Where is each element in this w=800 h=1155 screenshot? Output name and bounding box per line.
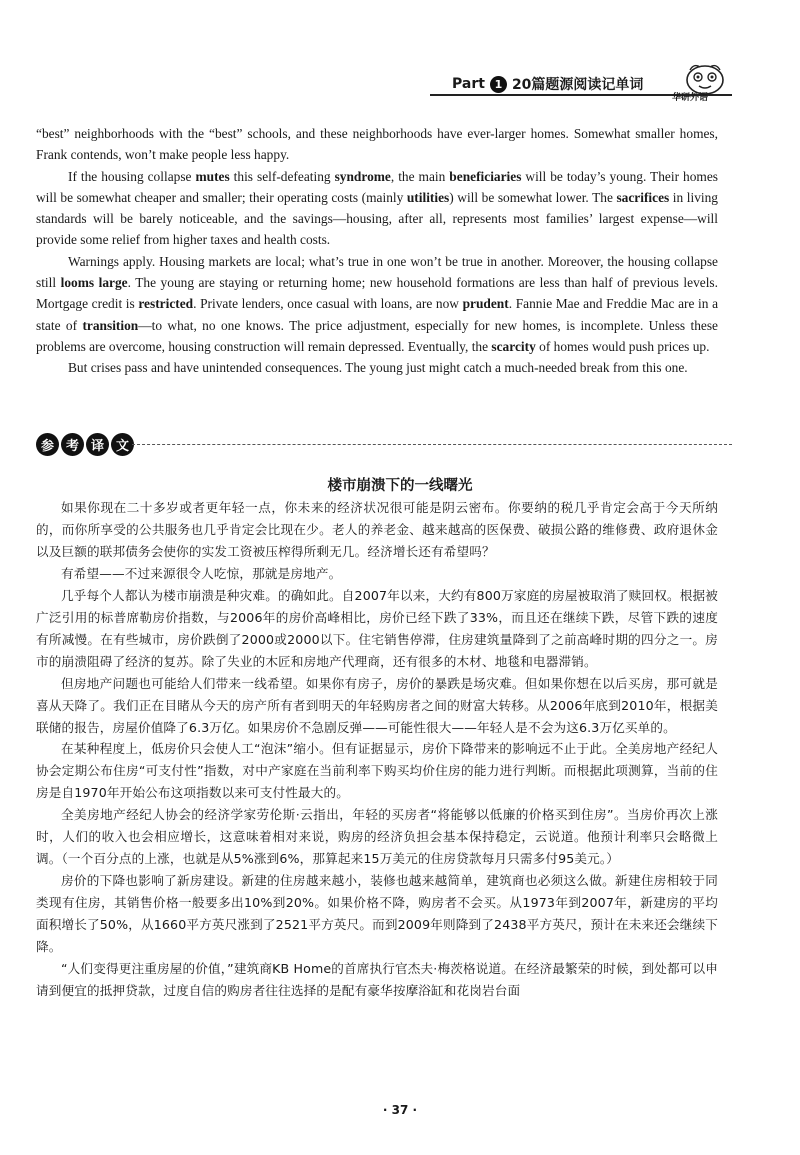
english-paragraph: Warnings apply. Housing markets are local; what’s true in one won’t be true in another. Moreover, the housing collapse still looms large. The young are staying or returning home; new household formations are less than half of previous levels. Mortgage credit is restricted. Private lenders, once casual with loans, are now prudent. Fannie Mae and Freddie Mac are in a state of transition—to what, no one knows. The price adjustment, especially for new homes, is incomplete. Unless these problems are overcome, housing construction will remain depressed. Eventually, the scarcity of homes would push prices up. <box>36 253 719 354</box>
badge-divider <box>132 444 732 445</box>
badge-char: 文 <box>111 433 134 456</box>
part-label: Part <box>452 76 485 92</box>
translation-paragraph: 全美房地产经纪人协会的经济学家劳伦斯·云指出，年轻的买房者“将能够以低廉的价格买到住房”。当房价再次上涨时，人们的收入也会相应增长，这意味着相对来说，购房的经济负担会基本保持稳定，云说道。他预计利率只会略微上调。（一个百分点的上涨，也就是从5%涨到6%，那算起来15万美元的住房贷款每月只需多付95美元。） <box>36 807 718 867</box>
vocab-term: transition <box>82 317 139 333</box>
section-title: 20篇题源阅读记单词 <box>511 77 644 93</box>
english-paragraph: But crises pass and have unintended consequences. The young just might catch a much-needed break from this one. <box>68 360 688 376</box>
vocab-term: beneficiaries <box>449 168 522 184</box>
vocab-term: restricted <box>138 296 194 312</box>
vocab-term: mutes <box>195 168 230 184</box>
translation-paragraph: 有希望——不过来源很令人吃惊，那就是房地产。 <box>61 565 342 581</box>
logo-text: 华研外语 <box>672 93 709 103</box>
section-heading <box>452 74 643 94</box>
chinese-translation <box>36 497 718 1002</box>
vocab-term: scarcity <box>491 338 536 354</box>
vocab-term: syndrome <box>334 168 391 184</box>
vocab-term: sacrifices <box>616 189 670 205</box>
running-header <box>0 60 800 110</box>
english-paragraph: “best” neighborhoods with the “best” schools, and these neighborhoods have ever-larger homes. Somewhat smaller homes, Frank contends, won’t make people less happy. <box>36 126 718 163</box>
vocab-term: utilities <box>406 189 450 205</box>
vocab-term: looms large <box>60 275 128 291</box>
part-number-badge: 1 <box>490 76 507 93</box>
english-passage <box>36 123 718 379</box>
page-number-value: 37 <box>391 1103 409 1117</box>
english-paragraph: If the housing collapse mutes this self-defeating syndrome, the main beneficiaries will be today’s young. Their homes will be somewhat cheaper and smaller; their operating costs (mainly utilities) will be somewhat lower. The sacrifices in living standards will be barely noticeable, and the savings—housing, after all, represents most families’ largest expense—will provide some relief from higher taxes and health costs. <box>36 168 719 248</box>
vocab-term: prudent <box>462 296 509 312</box>
translation-paragraph: “人们变得更注重房屋的价值，”建筑商KB Home的首席执行官杰夫·梅茨格说道。在经济最繁荣的时候，到处都可以申请到便宜的抵押贷款，过度自信的购房者往往选择的是配有豪华按摩浴缸和花岗岩台面 <box>36 961 718 998</box>
badge-char: 参 <box>36 433 59 456</box>
translation-paragraph: 但房地产问题也可能给人们带来一线希望。如果你有房子，房价的暴跌是场灾难。但如果你想在以后买房，那可就是喜从天降了。我们正在目睹从今天的房产所有者到明天的年轻购房者之间的财富大转移。从2006年底到2010年，根据美联储的报告，房屋价值降了6.3万亿。如果房价不急剧反弹——可能性很大——年轻人是不会为这6.3万亿买单的。 <box>36 675 718 735</box>
translation-paragraph: 房价的下降也影响了新房建设。新建的住房越来越小，装修也越来越简单，建筑商也必须这么做。新建住房相较于同类现有住房，其销售价格一般要多出10%到20%。如果价格不降，购房者不会买。从1973年到2007年，新建房的平均面积增长了50%，从1660平方英尺涨到了2521平方英尺。而到2009年则降到了2438平方英尺，预计在未来还会继续下降。 <box>36 873 718 955</box>
translation-title: 楼市崩溃下的一线曙光 <box>327 478 473 494</box>
badge-char: 译 <box>86 433 109 456</box>
translation-paragraph: 在某种程度上，低房价只会使人工“泡沫”缩小。但有证据显示，房价下降带来的影响远不止于此。全美房地产经纪人协会定期公布住房“可支付性”指数，对中产家庭在当前利率下购买均价住房的能力进行判断。而根据此项测算，当前的住房是自1970年开始公布这项指数以来可支付性最大的。 <box>36 741 718 801</box>
page-number: · 37 · <box>382 1103 418 1117</box>
badge-char: 考 <box>61 433 84 456</box>
reference-translation-badge <box>36 433 134 456</box>
translation-paragraph: 几乎每个人都认为楼市崩溃是种灾难。的确如此。自2007年以来，大约有800万家庭的房屋被取消了赎回权。根据被广泛引用的标普席勒房价指数，与2006年的房价高峰相比，房价已经下跌了33%，而且还在继续下跌，尽管下跌的速度有所减慢。在有些城市，房价跌倒了2000或2000以下。住宅销售停滞，住房建筑量降到了之前高峰时期的四分之一。房市的崩溃阻碍了经济的复苏。除了失业的木匠和房地产代理商，还有很多的木材、地毯和电器滞销。 <box>36 587 718 669</box>
translation-paragraph: 如果你现在二十多岁或者更年轻一点，你未来的经济状况很可能是阴云密布。你要纳的税几乎肯定会高于今天所纳的，而你所享受的公共服务也几乎肯定会比现在少。老人的养老金、越来越高的医保费、破损公路的维修费、政府退休金以及巨额的联邦债务会使你的实发工资被压榨得所剩无几。经济增长还有希望吗？ <box>36 500 718 559</box>
